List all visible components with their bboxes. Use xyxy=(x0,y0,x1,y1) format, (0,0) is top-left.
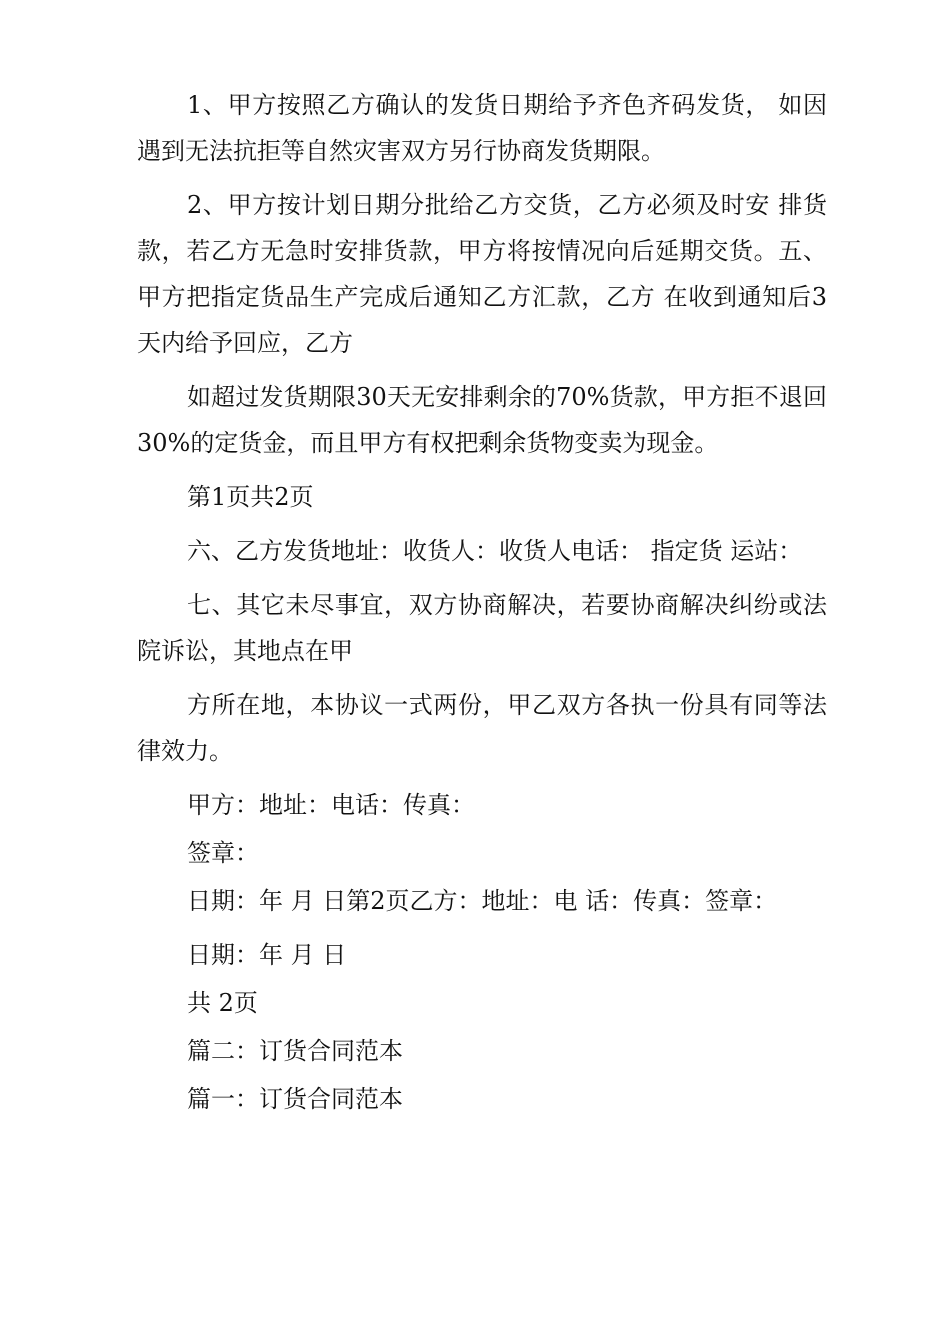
paragraph-batch-delivery: 2、甲方按计划日期分批给乙方交货，乙方必须及时安 排货款，若乙方无急时安排货款，甲方将按情况向后延期交货。五、甲方把指定货品生产完成后通知乙方汇款，乙方 在收到通知后3天内给予回应，乙方 xyxy=(137,191,827,357)
paragraph-shipping-address: 六、乙方发货地址：收货人：收货人电话： 指定货 运站： xyxy=(187,537,803,565)
section-title-2: 篇二：订货合同范本 xyxy=(187,1037,403,1065)
party-b-info: 日期：年 月 日第2页乙方：地址：电 话：传真：签章： xyxy=(187,887,778,915)
date-line: 日期：年 月 日 xyxy=(187,941,347,969)
paragraph-legal-effect: 方所在地，本协议一式两份，甲乙双方各执一份具有同等法律效力。 xyxy=(137,691,827,765)
party-a-seal: 签章： xyxy=(187,839,259,867)
page-number-1: 第1页共2页 xyxy=(187,483,314,511)
party-a-info: 甲方：地址：电话：传真： xyxy=(187,791,475,819)
paragraph-delivery-date: 1、甲方按照乙方确认的发货日期给予齐色齐码发货， 如因遇到无法抗拒等自然灾害双方另行协商发货期限。 xyxy=(137,91,827,165)
paragraph-overdue-payment: 如超过发货期限30天无安排剩余的70%货款，甲方拒不退回30%的定货金，而且甲方有权把剩余货物变卖为现金。 xyxy=(137,383,827,457)
paragraph-other-matters: 七、其它未尽事宜，双方协商解决，若要协商解决纠纷或法院诉讼，其地点在甲 xyxy=(137,591,827,665)
section-title-1: 篇一：订货合同范本 xyxy=(187,1085,403,1113)
document-body xyxy=(137,82,827,1124)
page-total: 共 2页 xyxy=(187,989,258,1017)
